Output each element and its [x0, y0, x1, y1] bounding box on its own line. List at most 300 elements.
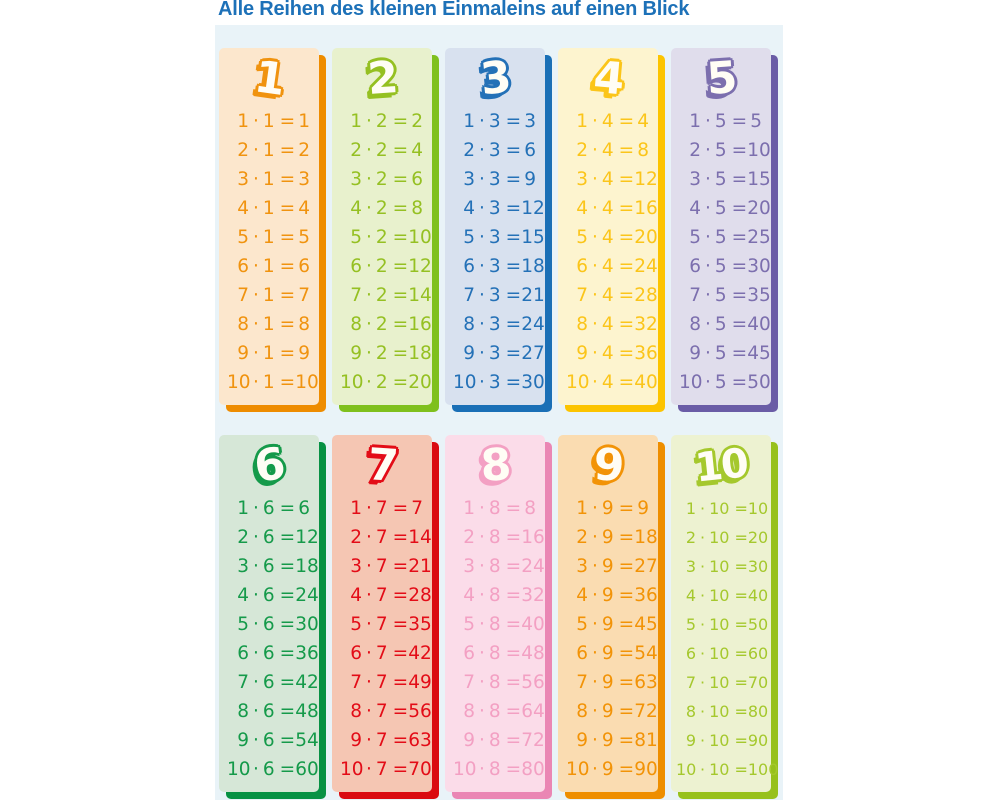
product: 72 — [521, 730, 545, 751]
times-dot: · — [366, 227, 372, 248]
factor-a: 5 — [685, 615, 696, 634]
equals-sign: = — [731, 169, 748, 190]
equation-row — [566, 643, 658, 664]
times-dot: · — [479, 701, 485, 722]
factor-a: 10 — [566, 372, 590, 393]
equation-row — [566, 672, 658, 693]
times-dot: · — [592, 198, 598, 219]
factor-b: 2 — [375, 343, 388, 364]
product: 36 — [634, 343, 658, 364]
factor-a: 6 — [237, 256, 249, 277]
equals-sign: = — [618, 314, 635, 335]
times-dot: · — [705, 111, 711, 132]
factor-b: 8 — [488, 672, 501, 693]
equals-sign: = — [279, 111, 296, 132]
factor-b: 4 — [601, 111, 614, 132]
factor-b: 5 — [714, 285, 727, 306]
times-dot: · — [700, 528, 706, 547]
factor-b: 7 — [375, 643, 388, 664]
product: 20 — [408, 372, 432, 393]
product: 8 — [637, 140, 649, 161]
equation-row — [453, 585, 545, 606]
equation-row — [227, 314, 310, 335]
equation-row — [340, 140, 423, 161]
times-dot: · — [700, 586, 706, 605]
equation-row — [566, 527, 658, 548]
factor-b: 4 — [601, 140, 614, 161]
times-dot: · — [705, 169, 711, 190]
times-dot: · — [253, 643, 259, 664]
equation-row — [566, 730, 658, 751]
equals-sign: = — [618, 498, 635, 519]
factor-a: 6 — [576, 256, 588, 277]
times-dot: · — [253, 672, 259, 693]
equals-sign: = — [279, 285, 296, 306]
times-dot: · — [366, 556, 372, 577]
times-dot: · — [592, 285, 598, 306]
equals-sign: = — [731, 256, 748, 277]
equation-row — [340, 672, 432, 693]
factor-b: 1 — [262, 314, 275, 335]
factor-a: 3 — [237, 556, 249, 577]
equals-sign: = — [505, 556, 522, 577]
equals-sign: = — [279, 198, 296, 219]
times-dot: · — [479, 498, 485, 519]
equals-sign: = — [734, 731, 748, 750]
card-number-bubble: 3 — [478, 51, 512, 106]
times-dot: · — [253, 527, 259, 548]
equation-row — [227, 527, 319, 548]
times-dot: · — [479, 372, 485, 393]
factor-b: 4 — [601, 169, 614, 190]
times-dot: · — [592, 227, 598, 248]
product: 10 — [747, 140, 771, 161]
factor-b: 2 — [375, 140, 388, 161]
times-dot: · — [592, 730, 598, 751]
factor-a: 8 — [685, 702, 696, 721]
factor-a: 10 — [453, 372, 477, 393]
factor-b: 1 — [262, 372, 275, 393]
factor-b: 9 — [601, 585, 614, 606]
times-dot: · — [479, 643, 485, 664]
equals-sign: = — [392, 169, 409, 190]
factor-b: 5 — [714, 227, 727, 248]
times-dot: · — [479, 343, 485, 364]
factor-b: 4 — [601, 372, 614, 393]
factor-b: 1 — [262, 111, 275, 132]
equation-row — [679, 314, 771, 335]
factor-b: 2 — [375, 169, 388, 190]
factor-b: 10 — [709, 702, 730, 721]
equation-row — [566, 169, 658, 190]
equals-sign: = — [618, 643, 635, 664]
equation-list — [219, 492, 319, 792]
factor-b: 3 — [488, 343, 501, 364]
equals-sign: = — [618, 285, 635, 306]
times-dot: · — [253, 556, 259, 577]
factor-b: 8 — [488, 701, 501, 722]
equals-sign: = — [505, 314, 522, 335]
times-dot: · — [479, 314, 485, 335]
product: 5 — [750, 111, 762, 132]
product: 70 — [747, 673, 769, 692]
equation-row — [679, 227, 771, 248]
product: 18 — [408, 343, 432, 364]
times-dot: · — [253, 285, 259, 306]
table-card-4 — [558, 48, 658, 405]
factor-a: 4 — [237, 198, 249, 219]
card-number-bubble: 1 — [251, 51, 287, 106]
factor-a: 10 — [679, 372, 703, 393]
product: 8 — [524, 498, 536, 519]
equals-sign: = — [734, 557, 748, 576]
product: 3 — [524, 111, 536, 132]
equation-row — [340, 585, 432, 606]
factor-a: 9 — [463, 730, 475, 751]
equation-row — [340, 498, 423, 519]
product: 24 — [521, 556, 545, 577]
factor-b: 9 — [601, 701, 614, 722]
factor-b: 3 — [488, 169, 501, 190]
equation-row — [453, 672, 545, 693]
cards-panel — [215, 25, 783, 800]
times-dot: · — [592, 672, 598, 693]
equals-sign: = — [279, 343, 296, 364]
equation-row — [676, 615, 769, 634]
table-card-6 — [219, 435, 319, 792]
equals-sign: = — [392, 701, 409, 722]
product: 9 — [524, 169, 536, 190]
equals-sign: = — [505, 759, 522, 780]
equation-row — [679, 169, 771, 190]
times-dot: · — [592, 585, 598, 606]
factor-b: 6 — [262, 759, 275, 780]
factor-a: 6 — [350, 256, 362, 277]
product: 21 — [408, 556, 432, 577]
product: 40 — [747, 314, 771, 335]
equation-row — [566, 111, 649, 132]
times-dot: · — [253, 256, 259, 277]
equation-row — [453, 314, 545, 335]
product: 16 — [521, 527, 545, 548]
equation-list — [219, 105, 319, 405]
times-dot: · — [366, 314, 372, 335]
equation-row — [340, 527, 432, 548]
factor-b: 1 — [262, 140, 275, 161]
factor-a: 1 — [237, 111, 249, 132]
factor-b: 3 — [488, 111, 501, 132]
factor-a: 3 — [237, 169, 249, 190]
times-dot: · — [479, 198, 485, 219]
equation-row — [227, 343, 310, 364]
factor-a: 1 — [689, 111, 701, 132]
product: 40 — [747, 586, 769, 605]
factor-b: 1 — [262, 198, 275, 219]
equation-row — [340, 111, 423, 132]
factor-a: 4 — [350, 585, 362, 606]
product: 48 — [521, 643, 545, 664]
factor-a: 4 — [576, 585, 588, 606]
factor-b: 2 — [375, 372, 388, 393]
equation-row — [453, 285, 545, 306]
product: 40 — [634, 372, 658, 393]
times-dot: · — [366, 643, 372, 664]
equals-sign: = — [618, 585, 635, 606]
equals-sign: = — [731, 140, 748, 161]
factor-a: 9 — [576, 343, 588, 364]
equals-sign: = — [392, 227, 409, 248]
product: 32 — [634, 314, 658, 335]
times-dot: · — [253, 169, 259, 190]
factor-b: 10 — [709, 499, 730, 518]
equals-sign: = — [392, 372, 409, 393]
product: 64 — [521, 701, 545, 722]
equation-row — [227, 227, 310, 248]
factor-b: 6 — [262, 614, 275, 635]
times-dot: · — [366, 614, 372, 635]
factor-b: 3 — [488, 314, 501, 335]
equation-row — [453, 527, 545, 548]
factor-a: 2 — [689, 140, 701, 161]
factor-a: 8 — [576, 701, 588, 722]
factor-a: 4 — [463, 585, 475, 606]
product: 80 — [521, 759, 545, 780]
factor-a: 7 — [463, 672, 475, 693]
factor-a: 2 — [237, 140, 249, 161]
equals-sign: = — [279, 759, 296, 780]
factor-b: 7 — [375, 672, 388, 693]
equation-row — [227, 643, 319, 664]
equation-row — [227, 672, 319, 693]
times-dot: · — [366, 672, 372, 693]
factor-b: 10 — [709, 731, 730, 750]
equation-row — [566, 140, 649, 161]
equals-sign: = — [734, 702, 748, 721]
factor-a: 5 — [237, 614, 249, 635]
card-number-bubble: 5 — [704, 52, 738, 105]
product: 72 — [634, 701, 658, 722]
product: 28 — [408, 585, 432, 606]
equation-row — [227, 498, 310, 519]
equals-sign: = — [618, 527, 635, 548]
product: 50 — [747, 372, 771, 393]
factor-a: 10 — [340, 372, 364, 393]
equation-list — [332, 105, 432, 405]
equals-sign: = — [505, 227, 522, 248]
factor-a: 5 — [576, 227, 588, 248]
times-dot: · — [479, 585, 485, 606]
factor-b: 9 — [601, 759, 614, 780]
equals-sign: = — [505, 169, 522, 190]
equals-sign: = — [731, 285, 748, 306]
product: 21 — [521, 285, 545, 306]
factor-a: 1 — [576, 498, 588, 519]
factor-b: 3 — [488, 227, 501, 248]
factor-a: 7 — [576, 285, 588, 306]
times-dot: · — [592, 614, 598, 635]
factor-b: 6 — [262, 527, 275, 548]
product: 28 — [634, 285, 658, 306]
factor-b: 7 — [375, 498, 388, 519]
equation-row — [676, 528, 769, 547]
card-number-bubble: 9 — [592, 439, 624, 492]
times-dot: · — [366, 527, 372, 548]
equals-sign: = — [734, 673, 748, 692]
factor-b: 2 — [375, 227, 388, 248]
times-dot: · — [592, 556, 598, 577]
times-dot: · — [366, 372, 372, 393]
factor-b: 3 — [488, 140, 501, 161]
factor-b: 7 — [375, 556, 388, 577]
factor-a: 8 — [237, 701, 249, 722]
times-dot: · — [705, 372, 711, 393]
equation-row — [566, 285, 658, 306]
factor-a: 1 — [685, 499, 696, 518]
factor-b: 9 — [601, 556, 614, 577]
factor-a: 7 — [350, 285, 362, 306]
factor-a: 5 — [237, 227, 249, 248]
equation-row — [227, 372, 319, 393]
factor-a: 6 — [463, 256, 475, 277]
equation-row — [566, 759, 658, 780]
product: 12 — [634, 169, 658, 190]
product: 4 — [298, 198, 310, 219]
equals-sign: = — [731, 372, 748, 393]
product: 20 — [747, 198, 771, 219]
equation-row — [679, 111, 762, 132]
times-dot: · — [366, 730, 372, 751]
product: 6 — [524, 140, 536, 161]
factor-a: 9 — [576, 730, 588, 751]
factor-a: 9 — [463, 343, 475, 364]
factor-b: 8 — [488, 730, 501, 751]
equation-row — [679, 285, 771, 306]
product: 12 — [295, 527, 319, 548]
factor-b: 2 — [375, 314, 388, 335]
equals-sign: = — [618, 140, 635, 161]
times-dot: · — [253, 198, 259, 219]
equals-sign: = — [505, 672, 522, 693]
product: 18 — [295, 556, 319, 577]
product: 36 — [295, 643, 319, 664]
equation-row — [676, 731, 769, 750]
equation-row — [566, 256, 658, 277]
product: 48 — [295, 701, 319, 722]
equation-row — [340, 556, 432, 577]
equals-sign: = — [734, 644, 748, 663]
product: 7 — [298, 285, 310, 306]
equation-row — [340, 730, 432, 751]
times-dot: · — [592, 140, 598, 161]
product: 1 — [298, 111, 310, 132]
product: 9 — [637, 498, 649, 519]
equation-row — [227, 256, 310, 277]
equation-row — [453, 556, 545, 577]
product: 16 — [408, 314, 432, 335]
times-dot: · — [366, 140, 372, 161]
product: 63 — [634, 672, 658, 693]
factor-a: 6 — [576, 643, 588, 664]
times-dot: · — [479, 672, 485, 693]
equals-sign: = — [618, 614, 635, 635]
times-dot: · — [253, 730, 259, 751]
product: 16 — [634, 198, 658, 219]
equation-row — [453, 701, 545, 722]
factor-b: 8 — [488, 643, 501, 664]
equals-sign: = — [279, 585, 296, 606]
equation-row — [453, 498, 536, 519]
factor-b: 5 — [714, 111, 727, 132]
times-dot: · — [592, 343, 598, 364]
factor-b: 2 — [375, 256, 388, 277]
equals-sign: = — [392, 256, 409, 277]
times-dot: · — [253, 759, 259, 780]
factor-b: 9 — [601, 643, 614, 664]
times-dot: · — [479, 527, 485, 548]
equals-sign: = — [505, 256, 522, 277]
times-dot: · — [592, 256, 598, 277]
factor-a: 5 — [689, 227, 701, 248]
factor-a: 7 — [685, 673, 696, 692]
product: 63 — [408, 730, 432, 751]
equation-row — [679, 256, 771, 277]
product: 4 — [411, 140, 423, 161]
equation-row — [453, 169, 536, 190]
equation-row — [676, 760, 779, 779]
times-dot: · — [253, 314, 259, 335]
factor-a: 1 — [350, 111, 362, 132]
times-dot: · — [253, 372, 259, 393]
product: 45 — [634, 614, 658, 635]
product: 6 — [298, 256, 310, 277]
equation-row — [566, 556, 658, 577]
equation-row — [453, 111, 536, 132]
equation-row — [566, 198, 658, 219]
factor-b: 9 — [601, 614, 614, 635]
equation-row — [340, 169, 423, 190]
equals-sign: = — [618, 343, 635, 364]
product: 60 — [295, 759, 319, 780]
equation-row — [453, 759, 545, 780]
factor-b: 1 — [262, 256, 275, 277]
equals-sign: = — [392, 527, 409, 548]
times-dot: · — [479, 227, 485, 248]
factor-a: 8 — [463, 701, 475, 722]
times-dot: · — [705, 256, 711, 277]
equals-sign: = — [392, 198, 409, 219]
equation-row — [566, 372, 658, 393]
product: 4 — [637, 111, 649, 132]
product: 81 — [634, 730, 658, 751]
table-card-3 — [445, 48, 545, 405]
equals-sign: = — [392, 140, 409, 161]
equation-row — [227, 614, 319, 635]
card-number-bubble: 8 — [479, 439, 511, 492]
equals-sign: = — [618, 372, 635, 393]
factor-b: 4 — [601, 285, 614, 306]
factor-b: 3 — [488, 372, 501, 393]
factor-b: 8 — [488, 527, 501, 548]
product: 40 — [521, 614, 545, 635]
product: 10 — [747, 499, 769, 518]
factor-a: 8 — [350, 314, 362, 335]
times-dot: · — [705, 314, 711, 335]
equals-sign: = — [505, 372, 522, 393]
equals-sign: = — [392, 314, 409, 335]
factor-a: 4 — [576, 198, 588, 219]
product: 10 — [408, 227, 432, 248]
times-dot: · — [366, 759, 372, 780]
